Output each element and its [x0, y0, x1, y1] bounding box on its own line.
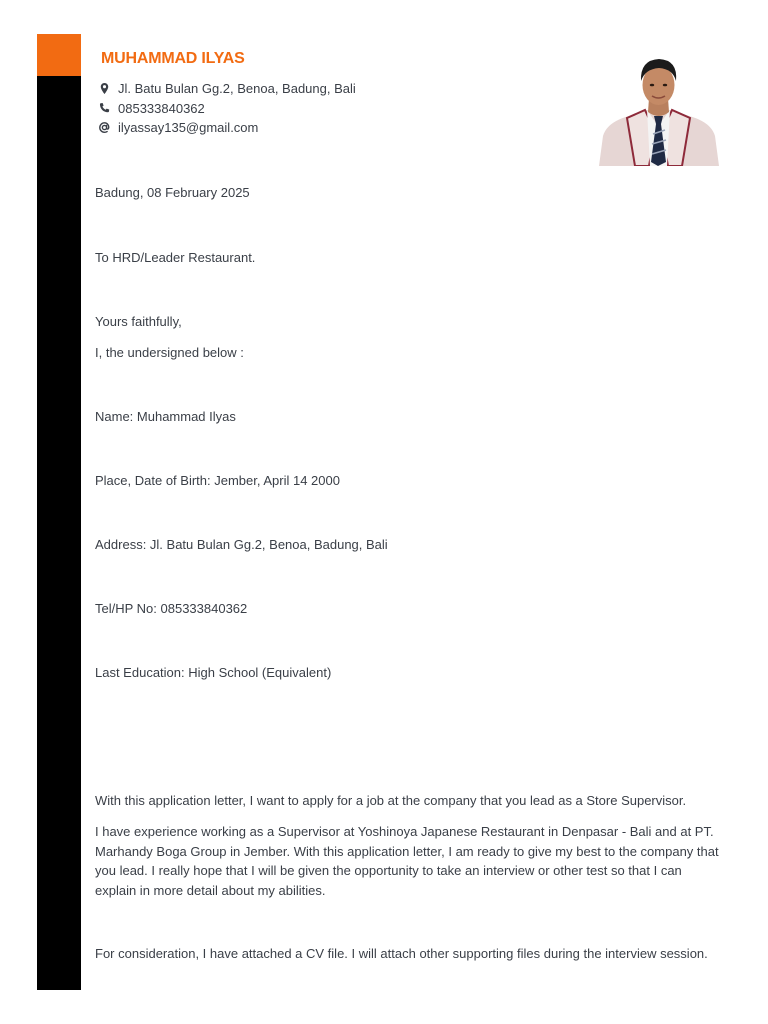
detail-birth: Place, Date of Birth: Jember, April 14 2000: [95, 473, 340, 488]
detail-address: Address: Jl. Batu Bulan Gg.2, Benoa, Badung, Bali: [95, 537, 388, 552]
phone-text: 085333840362: [118, 100, 205, 116]
paragraph-apply: With this application letter, I want to apply for a job at the company that you lead as a Store Supervisor.: [95, 793, 687, 808]
letter-intro: I, the undersigned below :: [95, 345, 244, 360]
detail-education: Last Education: High School (Equivalent): [95, 665, 332, 680]
detail-name: Name: Muhammad Ilyas: [95, 409, 236, 424]
email-text: ilyassay135@gmail.com: [118, 120, 259, 136]
contact-phone: [96, 99, 356, 119]
address-text: Jl. Batu Bulan Gg.2, Benoa, Badung, Bali: [118, 81, 356, 97]
paragraph-experience: I have experience working as a Supervisor at Yoshinoya Japanese Restaurant in Denpasar - Bali and at PT. Marhandy Boga Group in Jember. With this application letter, I am ready to give my best to the company that you lead. I really hope that I will be given the opportunity to take an interview or other test so that I can explain in more detail about my abilities.: [95, 824, 719, 898]
contact-email: [96, 118, 356, 138]
contact-info: [96, 79, 356, 138]
phone-icon: [96, 100, 112, 116]
applicant-name: MUHAMMAD ILYAS: [101, 50, 245, 67]
contact-address: [96, 79, 356, 99]
paragraph-closing: For consideration, I have attached a CV file. I will attach other supporting files during the interview session.: [95, 946, 708, 961]
sidebar-stripe: [37, 34, 81, 990]
letter-date: Badung, 08 February 2025: [95, 185, 250, 200]
letter-recipient: To HRD/Leader Restaurant.: [95, 250, 256, 265]
at-sign-icon: [96, 120, 112, 136]
detail-tel: Tel/HP No: 085333840362: [95, 601, 248, 616]
sidebar-accent: [37, 34, 81, 76]
location-pin-icon: [96, 81, 112, 97]
letter-salutation: Yours faithfully,: [95, 314, 182, 329]
profile-photo: [597, 54, 720, 166]
